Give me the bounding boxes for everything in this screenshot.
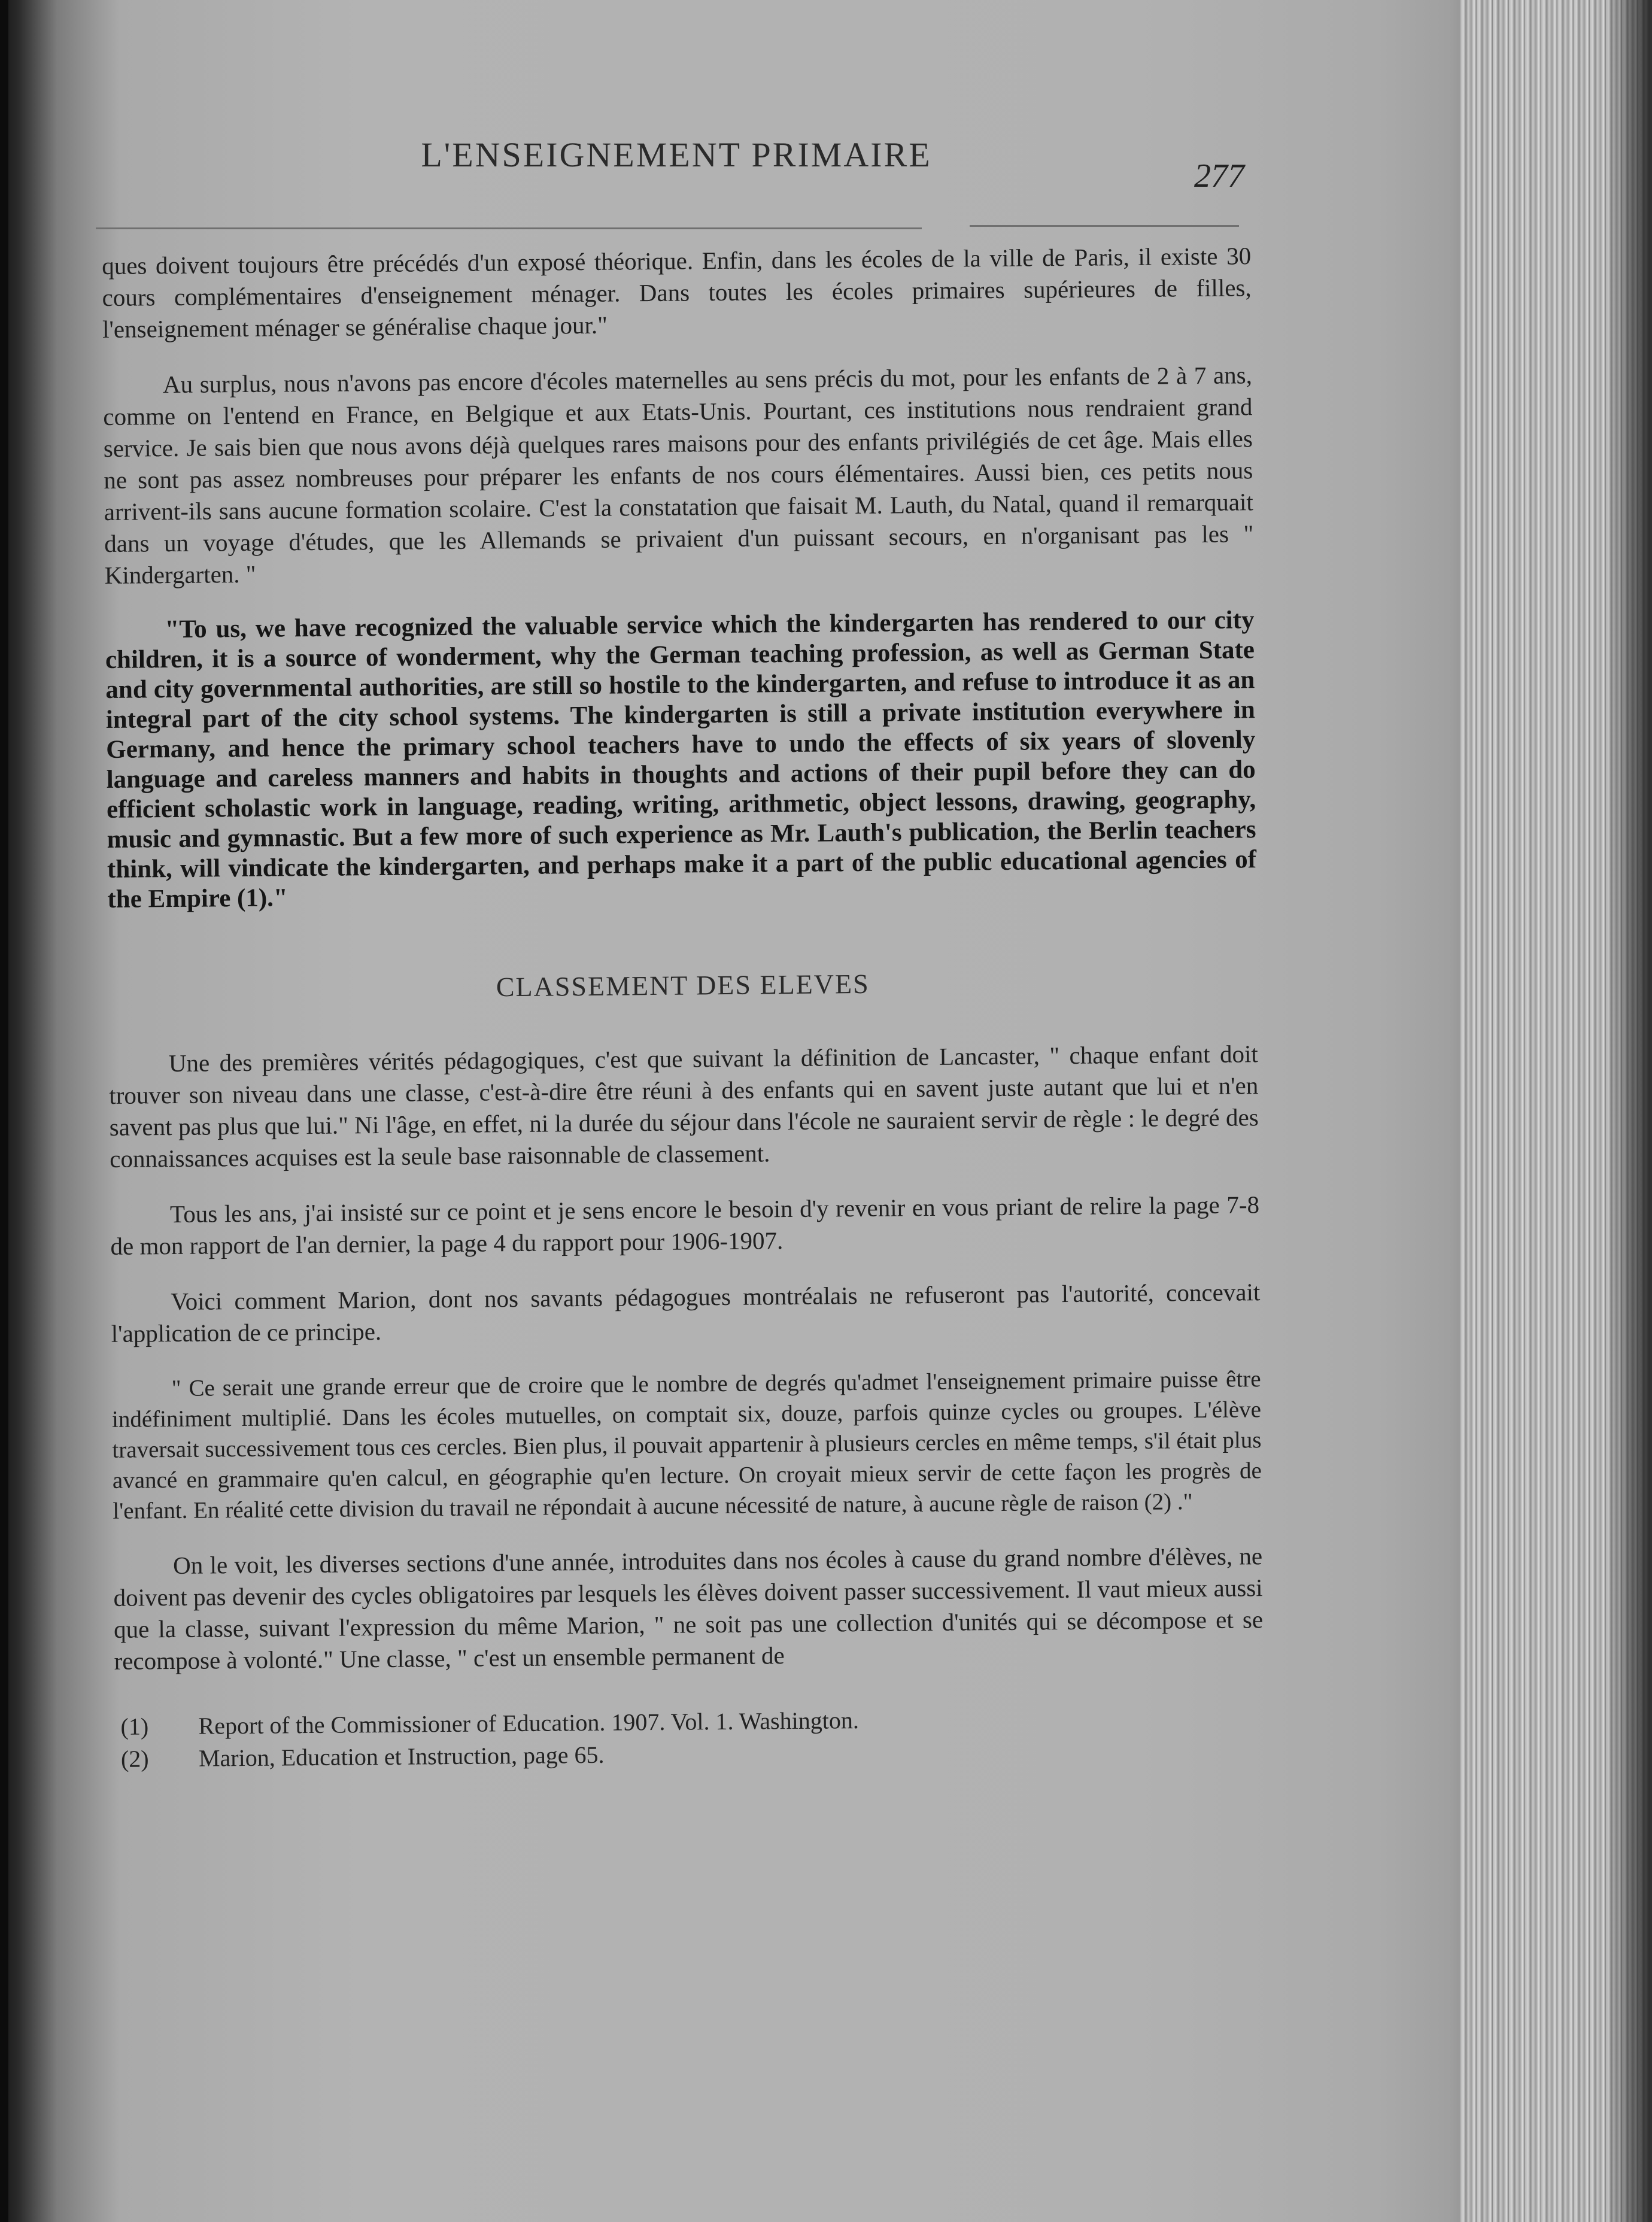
- page-number: 277: [1194, 157, 1244, 195]
- footnotes: [114, 1701, 1264, 1775]
- scan-left-border: [0, 0, 8, 2222]
- paragraph-lancaster: Une des premières vérités pédagogiques, c'est que suivant la définition de Lancaster, " chaque enfant doit trouver son niveau dans une classe, c'est-à-dire être réuni à des enfants qui en savent juste autant que lui et n'en savent pas plus que lui." Ni l'âge, en effet, ni la durée du séjour dans l'école ne sauraient servir de règle : le degré des connaissances acquises est la seule base raisonnable de classement.: [109, 1040, 1259, 1173]
- french-quotation: " Ce serait une grande erreur que de croire que le nombre de degrés qu'admet l'enseignement primaire puisse être indéfiniment multiplié. Dans les écoles mutuelles, on comptait six, douze, parfois quinze cycles ou groupes. L'élève traversait successivement tous ces cercles. Bien plus, il pouvait appartenir à plusieurs cercles en même temps, s'il était plus avancé en grammaire qu'en calcul, en géographie qu'en lecture. On croyait mieux servir de cette façon les progrès de l'enfant. En réalité cette division du travail ne répondait à aucune nécessité de nature, à aucune règle de raison (2) .": [111, 1366, 1262, 1524]
- header-rule-left: [96, 227, 922, 229]
- header-rule-right: [970, 225, 1239, 227]
- page-body: [102, 240, 1264, 1775]
- paragraph-ecoles-maternelles: Au surplus, nous n'avons pas encore d'écoles maternelles au sens précis du mot, pour les enfants de 2 à 7 ans, comme on l'entend en France, en Belgique et aux Etats-Unis. Pourtant, ces institutions nous rendraient grand service. Je sais bien que nous avons déjà quelques rares maisons pour des enfants privilégiés de cet âge. Mais elles ne sont pas assez nombreuses pour préparer les enfants de nos cours élémentaires. Aussi bien, ces petits nous arrivent-ils sans aucune formation scolaire. C'est la constatation que faisait M. Lauth, du Natal, quand il remarquait dans un voyage d'études, que les Allemands se privaient d'un puissant secours, en n'organisant pas les " Kindergarten. ": [103, 361, 1254, 589]
- running-header-title: L'ENSEIGNEMENT PRIMAIRE: [421, 135, 932, 174]
- section-heading: CLASSEMENT DES ELEVES: [496, 968, 870, 1003]
- footnote-text: Marion, Education et Instruction, page 65.: [198, 1741, 605, 1772]
- paragraph-continuation: ques doivent toujours être précédés d'un exposé théorique. Enfin, dans les écoles de la ville de Paris, il existe 30 cours complémentaires d'enseignement ménager. Dans toutes les écoles primaires supérieures de filles, l'enseignement ménager se généralise chaque jour.": [102, 242, 1252, 343]
- paragraph-tous-les-ans: Tous les ans, j'ai insisté sur ce point et je sens encore le besoin d'y revenir en vous priant de relire la page 7-8 de mon rapport de l'an dernier, la page 4 du rapport pour 1906-1907.: [110, 1191, 1260, 1260]
- paragraph-marion-intro: Voici comment Marion, dont nos savants pédagogues montréalais ne refuseront pas l'autorité, concevait l'application de ce principe.: [111, 1278, 1261, 1347]
- footnote-text: Report of the Commissioner of Education. 1907. Vol. 1. Washington.: [198, 1707, 860, 1740]
- book-page-edges: [1460, 0, 1652, 2222]
- footnote-number: (2): [120, 1745, 149, 1772]
- english-quotation: "To us, we have recognized the valuable service which the kindergarten has rendered to our city children, it is a source of wonderment, why the German teaching profession, as well as German State and city governmental authorities, are still so hostile to the kindergarten, and refuse to introduce it as an integral part of the city school systems. The kindergarten is still a private institution everywhere in Germany, and hence the primary school teachers have to undo the effects of six years of slovenly language and careless manners and habits in thoughts and actions of their pupil before they can do efficient scholastic work in language, reading, writing, arithmetic, object lessons, drawing, geography, music and gymnastic. But a few more of such experience as Mr. Lauth's publication, the Berlin teachers think, will vindicate the kindergarten, and perhaps make it a part of the public educational agencies of the Empire (1).": [105, 606, 1257, 913]
- paragraph-closing: On le voit, les diverses sections d'une année, introduites dans nos écoles à cause du grand nombre d'élèves, ne doivent pas devenir des cycles obligatoires par lesquels les élèves doivent passer successivement. Il vaut mieux aussi que la classe, suivant l'expression du même Marion, " ne soit pas une collection d'unités qui se décompose et se recompose à volonté." Une classe, " c'est un ensemble permanent de: [113, 1542, 1264, 1675]
- footnote-number: (1): [120, 1713, 149, 1740]
